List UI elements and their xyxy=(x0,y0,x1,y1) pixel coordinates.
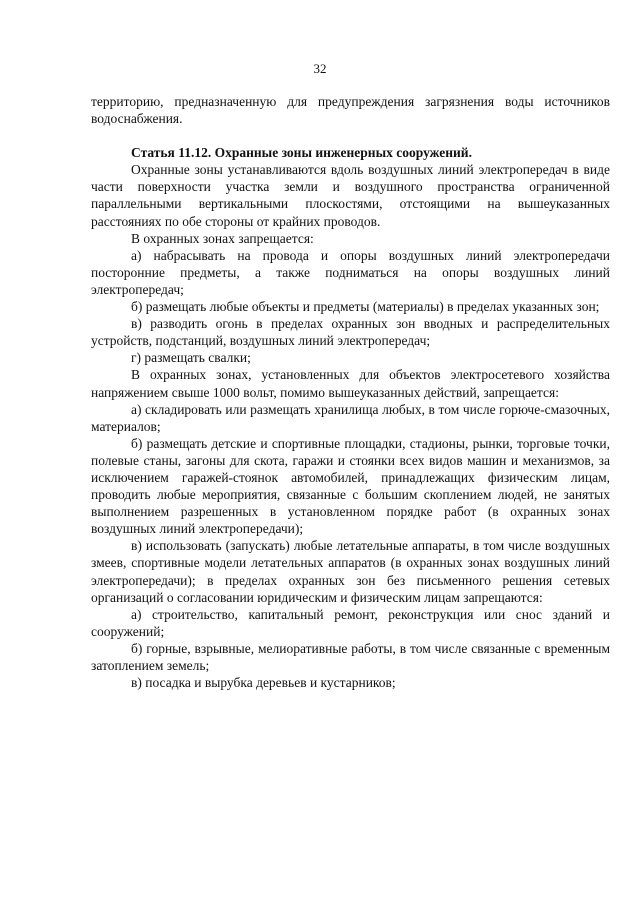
list-item: б) горные, взрывные, мелиоративные работы, в том числе связанные с временным затоплением земель; xyxy=(91,640,610,673)
page-number: 32 xyxy=(313,61,327,76)
article-heading: Статья 11.12. Охранные зоны инженерных сооружений. xyxy=(131,145,472,161)
paragraph: В охранных зонах запрещается: xyxy=(131,230,314,246)
list-item: в) использовать (запускать) любые летательные аппараты, в том числе воздушных змеев, спортивные модели летательных аппаратов (в охранных зонах воздушных линий электропередачи); в пределах охранных зон без письменного решения сетевых организаций о согласовании юридическим и физическим лицам запрещаются: xyxy=(91,538,610,605)
list-item: а) складировать или размещать хранилища любых, в том числе горюче-смазочных, материалов; xyxy=(91,401,610,434)
list-item: в) разводить огонь в пределах охранных зон вводных и распределительных устройств, подстанций, воздушных линий электропередач; xyxy=(91,316,610,349)
paragraph-continuation: территорию, предназначенную для предупреждения загрязнения воды источников водоснабжения. xyxy=(91,94,610,127)
list-item: г) размещать свалки; xyxy=(131,350,251,366)
list-item: а) набрасывать на провода и опоры воздушных линий электропередачи посторонние предметы, а также подниматься на опоры воздушных линий электропередач; xyxy=(91,247,610,297)
list-item: б) размещать любые объекты и предметы (материалы) в пределах указанных зон; xyxy=(131,299,600,315)
paragraph: В охранных зонах, установленных для объектов электросетевого хозяйства напряжением свыше 1000 вольт, помимо вышеуказанных действий, запрещается: xyxy=(91,367,610,400)
list-item: а) строительство, капитальный ремонт, реконструкция или снос зданий и сооружений; xyxy=(91,606,610,639)
paragraph: Охранные зоны устанавливаются вдоль воздушных линий электропередач в виде части поверхности участка земли и воздушного пространства ограниченной параллельными вертикальными плоскостями, отстоящими на вышеуказанных расстояниях по обе стороны от крайних проводов. xyxy=(91,162,610,229)
document-body xyxy=(91,93,610,691)
list-item: в) посадка и вырубка деревьев и кустарников; xyxy=(131,675,396,691)
list-item: б) размещать детские и спортивные площадки, стадионы, рынки, торговые точки, полевые станы, загоны для скота, гаражи и стоянки всех видов машин и механизмов, за исключением гаражей-стоянок автомобилей, принадлежащих физическим лицам, проводить любые мероприятия, связанные с большим скоплением людей, не занятых выполнением разрешенных в установленном порядке работ (в охранных зонах воздушных линий электропередачи); xyxy=(91,435,610,537)
